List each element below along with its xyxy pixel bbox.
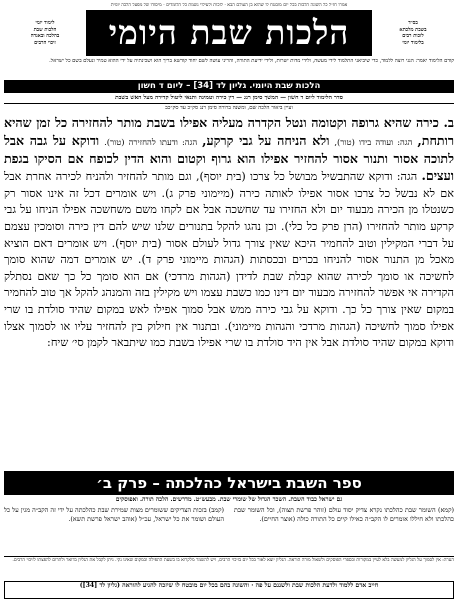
side-left-line: זיכוי הרבים <box>34 39 56 46</box>
study-schedule: סדר הלימוד ליום ד חשון — המשך סימן רנג — דין כירה וטמינה ותנאי ליטול קדירה מעל האש בשבת <box>4 94 454 104</box>
side-right-line: בלימוד יומי <box>402 39 424 46</box>
study-reference: ועיין ביאור הלכה שם, ומשנה ברורה סימן רנג סק״כ עד סק״כב <box>165 105 293 112</box>
column-left: (קמב) בזכות הצדיקים ששומרים מצות שמירת שבת כהלכתה על ידי זה הקב״ה מגין על כל העולם ושומר את כל ישראל, עכ״ל (אוהב ישראל פרשת תשא). <box>4 506 224 523</box>
halacha-text: ב. כירה שהיא גרופה וקטומה ונטל הקדרה מעליה אפילו בשבת מותר להחזירה כל זמן שהיא רותחת, <box>4 115 454 148</box>
header <box>4 10 454 56</box>
side-left-line: בהלכה ובאגדה <box>30 33 60 40</box>
gloss-note: הגה: ודוקא שהתבשיל מבושל כל צרכו (בית יוסף), וגם מותר להחזיר ולהניח לכירה אחרת אבל אם לא נבשל כל צרכו אסור אפילו לאותה כירה (מיימוני פרק ג). ויש אומרים דכל זה אינו אסור רק כשנטלו מן הכירה מבעוד יום ולא החזירו עד שחשכה אבל אם לקחו משם משחשכה אפילו הניחו על גבי קרקע מותר להחזירו (הרן פרק כל כלי). וכן נהגו להקל בתנורים שלנו שיש להם דין כירה וסומכין עצמם על דברי המקילין וטוב להחמיר היכא שאין צורך גדול לעולם אסור (בית יוסף). ויש אומרים דאם הוציא מאכל מן התנור אסור להניחו בכרים ובכסתות (הגהות מיימוני פרק ד). יש אומרים דמה שהוא סומך לחשיכה או סומך לכירה שהוא קבלת שבת לדידן (הגהות מרדכי) אם הוא סומך כל כך שאם נסתלק הקדירה אי אפשר להחזירה מבעוד יום דינו כמו כשבת עצמו ויש מקילין בזה והמנהג להקל אך טוב להחמיר במקום שאין צורך כל כך. ודוקא על גבי כירה ממש אבל סמוך אפילו לאש במקום שהיד סולדת בו שרי אפילו סמוך לחשיכה (הגהות מרדכי והגהות מיימוני). ובתנור אין חילוק בין להחזיר עליו או לסמוך אצלו ודוקא במקום שהיד סולדת אבל אין היד סולדת בו שרי אפילו בשבת כמו שיתבאר לקמן סי׳ שיח: <box>4 170 454 350</box>
header-side-left <box>4 10 86 56</box>
halacha-text: ודוקא על גבה אבל לתוכה אסור ותנור אסור להחזיר אפילו הוא גרוף וקטום והוא הדין לכופח אם הסיקו בגפת ועצים. <box>4 133 454 184</box>
main-text <box>4 115 454 467</box>
top-banner: אמרו חז״ל כל השונה הלכות בכל יום מובטח לו שהוא בן העולם הבא · לזכות ולעילוי נשמת כל הלומדים · מיסודו של מפעל הלכה יומית <box>110 3 348 8</box>
book-band: ספר השבת בישראל כהלכתה – פרק ב׳ <box>4 471 454 495</box>
book-subtitle: גם ישראל כבוד השבת. השכר הגדול של שומרי שבת. מבעש״ט. מדרשים. הלכה תורה. ואפוסקים <box>115 496 343 504</box>
side-right-line: בשבת מלכתא <box>399 26 427 33</box>
header-side-right <box>372 10 454 56</box>
side-left-line: הלכות שבת <box>33 26 57 33</box>
gloss-note: הגה: ודעתו להחזירה (טור). <box>104 137 198 147</box>
column-right: (קמא) השומר שבת כהלכתו נקרא צדיק יסוד עולם (זוהר פרשת תצוה), וכל השומר שבת כהלכתו ולא חיללו אומרים לו הקב״ה כאילו קיים כל התורה כולה (אוצר החיים). <box>234 506 454 523</box>
masthead-title: הלכות שבת היומי <box>86 10 372 56</box>
intro-prayer: קודם הלימוד יאמר: הנני רוצה ללמוד, כדי שיביאני התלמוד לידי מעשה, ולידי מדות ישרות, ולידי ידיעת התורה, והריני עושה לשם יחוד קודשא בריך הוא ושכינתיה על ידי ההוא טמיר ונעלם בשם כל ישראל. <box>49 58 454 65</box>
side-right-line: לזכות רבים <box>402 33 424 40</box>
side-left-line: לימוד יומי <box>35 20 55 27</box>
halacha-text: ולא הניחה על גבי קרקע, <box>202 133 330 148</box>
bottom-box: חייב אדם ללמוד ולדעת הלכות שבת ולשננם על פה · והשונה בהם בכל יום מובטח לו שיזכה להגיע להוראה (גליון לד [34]) <box>4 581 454 599</box>
side-right-line: בס״ד <box>408 20 418 27</box>
gloss-note: הגה: ועודה בידו (טור), <box>334 137 413 147</box>
book-columns <box>4 506 454 554</box>
footnote: הערה: אין לסמוך על הגליון למעשה בלא לעיין במקורות ובספרי הפוסקים ולשאול מורה הוראה. הגליון יוצא לאור בכל יום בזיכוי הרבים, ויש להשמר מלקרוא בו בשעת התפילה ובמקום שאינו נקי. ניתן לקבל את הגליון בדואר ולתרום להפצתו לזיכוי הרבים. <box>4 556 454 581</box>
issue-band: הלכות שבת היומי. גליון לד [34] – ליום ד חשון <box>4 80 454 93</box>
